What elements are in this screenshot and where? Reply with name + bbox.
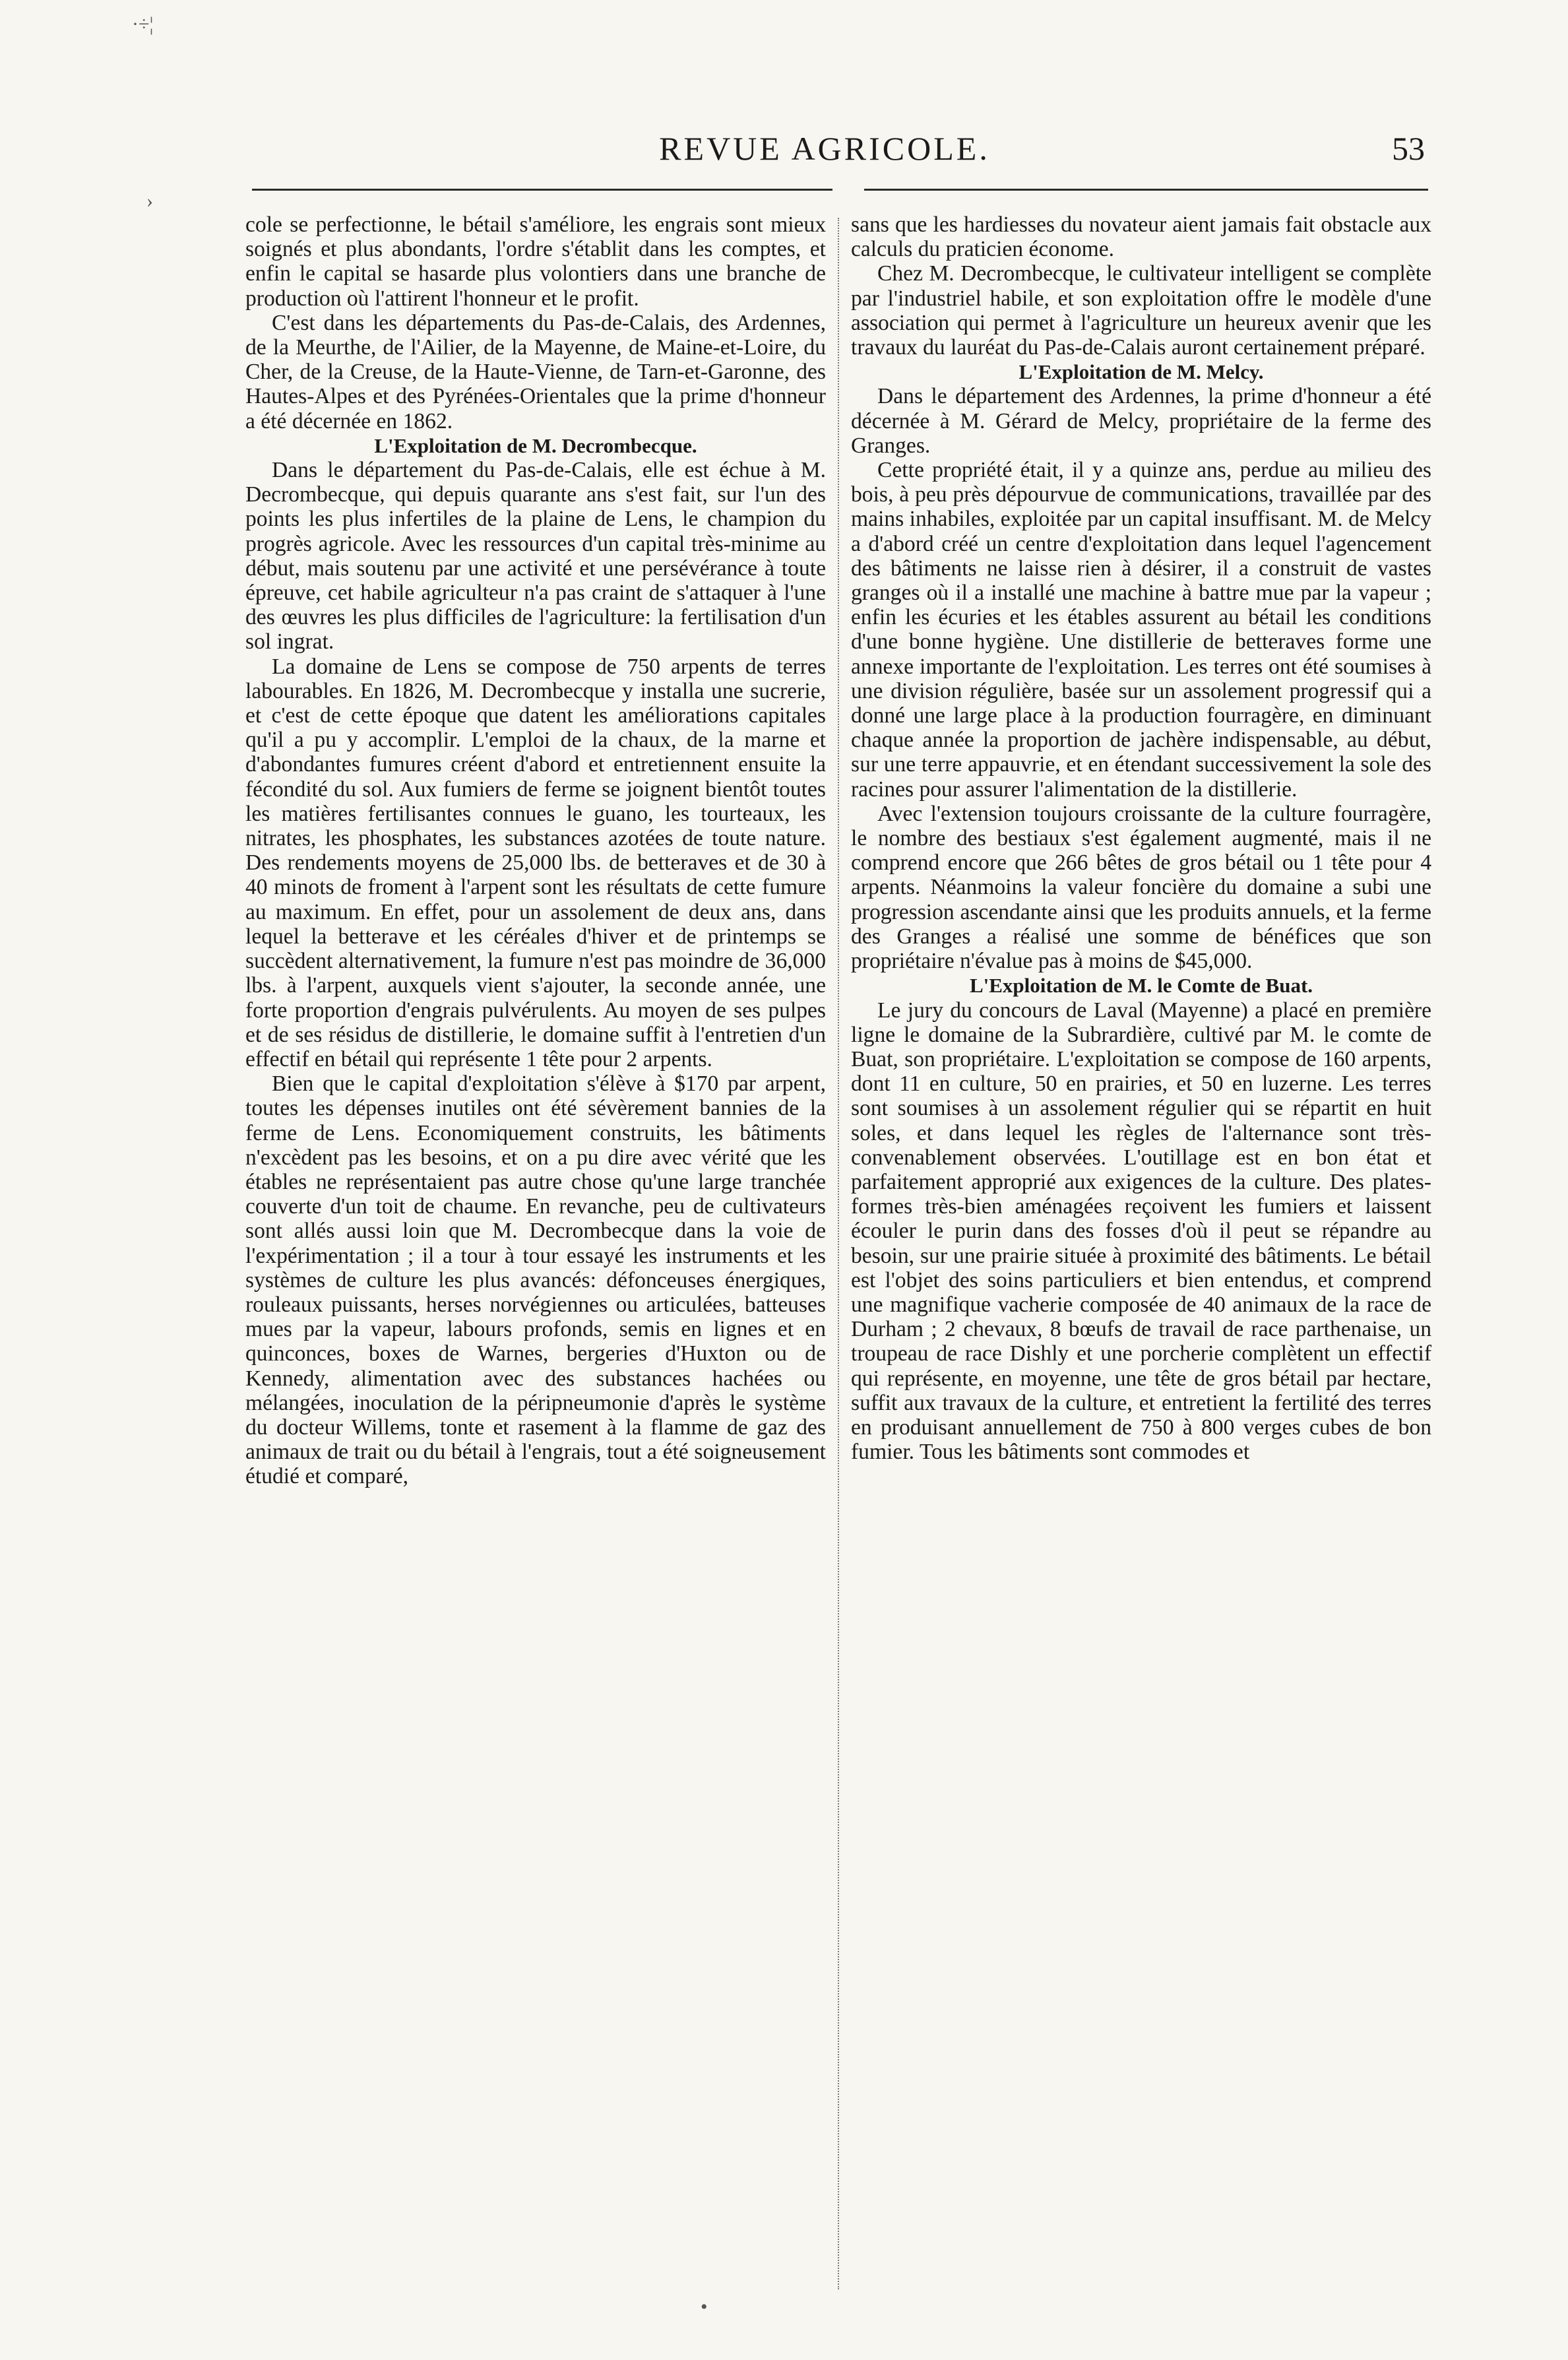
header-rule-left <box>252 189 832 191</box>
margin-mark: › <box>146 190 153 212</box>
paragraph: Dans le département des Ardennes, la prime d'honneur a été décernée à M. Gérard de Melcy, propriétaire de la ferme des Granges. <box>851 384 1431 458</box>
paragraph: C'est dans les départements du Pas-de-Calais, des Ardennes, de la Meurthe, de l'Ailier, de la Mayenne, de Maine-et-Loire, du Cher, de la Creuse, de la Haute-Vienne, de Tarn-et-Garonne, des Hautes-Alpes et des Pyrénées-Orientales que la prime d'honneur a été décernée en 1862. <box>245 310 826 433</box>
section-heading-melcy: L'Exploitation de M. Melcy. <box>1019 360 1264 384</box>
section-heading-decrombecque: L'Exploitation de M. Decrombecque. <box>374 433 697 457</box>
running-header-title: REVUE AGRICOLE. <box>659 130 990 167</box>
right-text-column <box>851 212 1431 1464</box>
paragraph: Avec l'extension toujours croissante de la culture fourragère, le nombre des bestiaux s'est également augmenté, mais il ne comprend encore que 266 bêtes de gros bétail ou 1 tête pour 4 arpents. Néanmoins la valeur foncière du domaine a subi une progression ascendante ainsi que les produits annuels, et la ferme des Granges a réalisé une somme de bénéfices que son propriétaire n'évalue pas à moins de $45,000. <box>851 801 1431 974</box>
column-divider <box>838 218 839 2289</box>
bottom-mark: • <box>701 2296 708 2318</box>
section-heading-buat: L'Exploitation de M. le Comte de Buat. <box>969 974 1313 998</box>
paragraph: Le jury du concours de Laval (Mayenne) a placé en première ligne le domaine de la Subrardière, cultivé par M. le comte de Buat, son propriétaire. L'exploitation se compose de 160 arpents, dont 11 en culture, 50 en prairies, et 50 en luzerne. Les terres sont soumises à un assolement régulier qui se répartit en huit soles, et dans lequel les règles de l'alternance sont très-convenablement observées. L'outillage est en bon état et parfaitement approprié aux exigences de la culture. Des plates-formes très-bien aménagées reçoivent les fumiers et laissent écouler le purin dans des fosses d'où il peut se répandre au besoin, sur une prairie située à proximité des bâtiments. Le bétail est l'objet des soins particuliers et bien entendus, et comprend une magnifique vacherie composée de 40 animaux de la race de Durham ; 2 chevaux, 8 bœufs de travail de race parthenaise, un troupeau de race Dishly et une porcherie complètent un effectif qui représente, en moyenne, une tête de gros bétail par hectare, suffit aux travaux de la culture, et entretient la fertilité des terres en produisant annuellement de 750 à 800 verges cubes de bon fumier. Tous les bâtiments sont commodes et <box>851 998 1431 1465</box>
header-rule-right <box>864 189 1428 191</box>
top-left-marginal-mark: ·÷¦ <box>132 13 154 35</box>
page-number: 53 <box>1392 130 1425 167</box>
paragraph: La domaine de Lens se compose de 750 arpents de terres labourables. En 1826, M. Decrombecque y installa une sucrerie, et c'est de cette époque que datent les améliorations capitales qu'il a pu y accomplir. L'emploi de la chaux, de la marne et d'abondantes fumures créent d'abord et entretiennent ensuite la fécondité du sol. Aux fumiers de ferme se joignent bientôt toutes les matières fertilisantes connues le guano, les tourteaux, les nitrates, les phosphates, les substances azotées de toute nature. Des rendements moyens de 25,000 lbs. de betteraves et de 30 à 40 minots de froment à l'arpent sont les résultats de cette fumure au maximum. En effet, pour un assolement de deux ans, dans lequel la betterave et les céréales d'hiver et de printemps se succèdent alternativement, la fumure n'est pas moindre de 36,000 lbs. à l'arpent, auxquels vient s'ajouter, la seconde année, une forte proportion d'engrais pulvérulents. Au moyen de ses pulpes et de ses résidus de distillerie, le domaine suffit à l'entretien d'un effectif en bétail qui représente 1 tête pour 2 arpents. <box>245 654 826 1071</box>
left-text-column <box>245 212 826 1489</box>
paragraph: sans que les hardiesses du novateur aient jamais fait obstacle aux calculs du praticien économe. <box>851 212 1431 262</box>
paragraph: cole se perfectionne, le bétail s'améliore, les engrais sont mieux soignés et plus abondants, l'ordre s'établit dans les comptes, et enfin le capital se hasarde plus volontiers dans une branche de production où l'attirent l'honneur et le profit. <box>245 212 826 311</box>
paragraph: Dans le département du Pas-de-Calais, elle est échue à M. Decrombecque, qui depuis quarante ans s'est fait, sur l'un des points les plus infertiles de la plaine de Lens, le champion du progrès agricole. Avec les ressources d'un capital très-minime au début, mais soutenu par une activité et une persévérance à toute épreuve, cet habile agriculteur n'a pas craint de s'attaquer à l'une des œuvres les plus difficiles de l'agriculture: la fertilisation d'un sol ingrat. <box>245 458 826 654</box>
paragraph: Bien que le capital d'exploitation s'élève à $170 par arpent, toutes les dépenses inutiles ont été sévèrement bannies de la ferme de Lens. Economiquement construits, les bâtiments n'excèdent pas les besoins, et on a pu dire avec vérité que les étables ne représentaient pas autre chose qu'une large tranchée couverte d'un toit de chaume. En revanche, peu de cultivateurs sont allés aussi loin que M. Decrombecque dans la voie de l'expérimentation ; il a tour à tour essayé les instruments et les systèmes de culture les plus avancés: défonceuses énergiques, rouleaux puissants, herses norvégiennes ou articulées, batteuses mues par la vapeur, labours profonds, semis en lignes et en quinconces, boxes de Warnes, bergeries d'Huxton ou de Kennedy, alimentation avec des substances hachées ou mélangées, inoculation de la péripneumonie d'après le système du docteur Willems, tonte et rasement à la flamme de gaz des animaux de trait ou du bétail à l'engrais, tout a été soigneusement étudié et comparé, <box>245 1071 826 1489</box>
paragraph: Chez M. Decrombecque, le cultivateur intelligent se complète par l'industriel habile, et son exploitation offre le modèle d'une association qui permet à l'agriculture un heureux avenir que les travaux du lauréat du Pas-de-Calais auront certainement préparé. <box>851 261 1431 360</box>
paragraph: Cette propriété était, il y a quinze ans, perdue au milieu des bois, à peu près dépourvue de communications, travaillée par des mains inhabiles, exploitée par un capital insuffisant. M. de Melcy a d'abord créé un centre d'exploitation dans lequel l'agencement des bâtiments ne laisse rien à désirer, il a construit de vastes granges où il a installé une machine à battre mue par la vapeur ; enfin les écuries et les étables assurent au bétail les conditions d'une bonne hygiène. Une distillerie de betteraves forme une annexe importante de l'exploitation. Les terres ont été soumises à une division régulière, basée sur un assolement progressif qui a donné une large place à la production fourragère, en diminuant chaque année la proportion de jachère indispensable, au début, sur une terre appauvrie, et en étendant successivement la sole des racines pour assurer l'alimentation de la distillerie. <box>851 458 1431 802</box>
